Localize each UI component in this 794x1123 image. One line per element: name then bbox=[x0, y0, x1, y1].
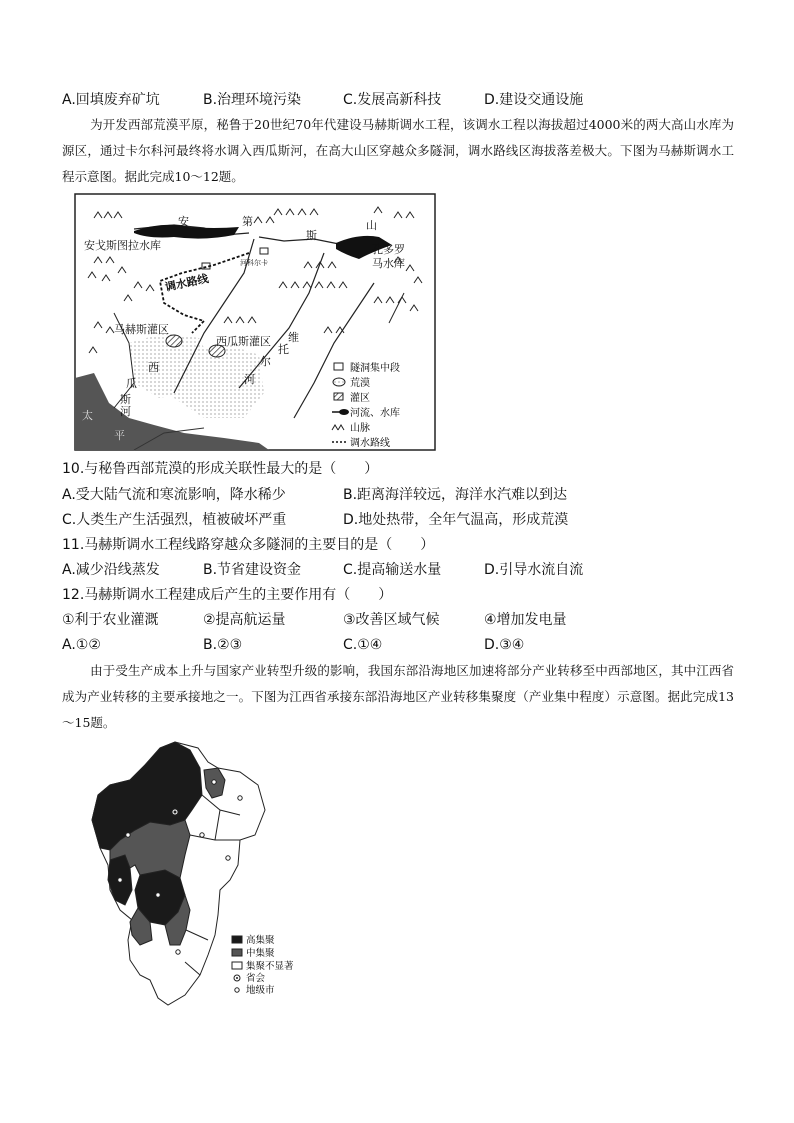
passage-2 bbox=[62, 658, 734, 736]
legend-high: 高集聚 bbox=[246, 935, 275, 946]
label-he-right: 河 bbox=[244, 373, 255, 386]
q11-option-b: B.节省建设资金 bbox=[203, 562, 302, 578]
q11-option-c: C.提高输送水量 bbox=[343, 562, 442, 578]
legend-tunnel: 隧洞集中段 bbox=[350, 363, 400, 374]
label-er: 尔 bbox=[260, 355, 271, 368]
q12-item-1: ①利于农业灌溉 bbox=[62, 612, 159, 628]
label-tuo: 托 bbox=[278, 343, 289, 356]
q9-option-c: C.发展高新科技 bbox=[343, 92, 442, 108]
legend-desert: 荒漠 bbox=[350, 378, 370, 389]
q10-stem: 10.与秘鲁西部荒漠的形成关联性最大的是（ ） bbox=[62, 461, 379, 477]
label-kaerke: 河科尔卡 bbox=[240, 259, 268, 267]
legend-prefecture-city: 地级市 bbox=[246, 985, 275, 996]
legend-irrigation: 灌区 bbox=[350, 393, 370, 404]
label-an: 安 bbox=[178, 215, 189, 228]
q12-option-d: D.③④ bbox=[484, 637, 525, 653]
label-wei: 维 bbox=[288, 331, 299, 344]
q12-option-c: C.①④ bbox=[343, 637, 383, 653]
label-he-left: 河 bbox=[120, 405, 131, 418]
label-gua: 瓜 bbox=[126, 377, 137, 390]
q10-option-a: A.受大陆气流和寒流影响，降水稀少 bbox=[62, 487, 286, 503]
legend-mountain: 山脉 bbox=[350, 423, 370, 434]
q12-option-b: B.②③ bbox=[203, 637, 243, 653]
q12-item-2: ②提高航运量 bbox=[203, 612, 286, 628]
q9-option-a: A.回填废弃矿坑 bbox=[62, 92, 160, 108]
legend-capital: 省会 bbox=[246, 973, 266, 984]
passage-2-text: 由于受生产成本上升与国家产业转型升级的影响，我国东部沿海地区加速将部分产业转移至中西部地区，其中江西省成为产业转移的主要承接地之一。下图为江西省承接东部沿海地区产业转移集聚度（产业集中程度）示意图。据此完成13～15题。 bbox=[62, 663, 734, 730]
label-andes-reservoir: 安戈斯图拉水库 bbox=[84, 239, 161, 252]
label-di: 第 bbox=[242, 215, 253, 228]
q11-option-a: A.减少沿线蒸发 bbox=[62, 562, 160, 578]
q9-option-d: D.建设交通设施 bbox=[484, 92, 584, 108]
q10-option-b: B.距离海洋较远，海洋水汽难以到达 bbox=[343, 487, 568, 503]
q10-option-c: C.人类生产生活强烈，植被破坏严重 bbox=[62, 512, 287, 528]
passage-1-text: 为开发西部荒漠平原，秘鲁于20世纪70年代建设马赫斯调水工程，该调水工程以海拔超过4000米的两大高山水库为源区，通过卡尔科河最终将水调入西瓜斯河，在高大山区穿越众多隧洞，调水路线区海拔落差极大。下图为马赫斯调水工程示意图。据此完成10～12题。 bbox=[62, 117, 734, 184]
label-xi: 西 bbox=[148, 361, 159, 374]
label-route: 调水路线 bbox=[163, 272, 210, 294]
q11-stem: 11.马赫斯调水工程线路穿越众多隧洞的主要目的是（ ） bbox=[62, 537, 435, 553]
jiangxi-agglomeration-map bbox=[90, 740, 312, 1018]
legend-mid: 中集聚 bbox=[246, 948, 275, 959]
map2-legend bbox=[232, 934, 294, 996]
legend-route: 调水路线 bbox=[350, 438, 390, 449]
q10-option-d: D.地处热带，全年气温高，形成荒漠 bbox=[343, 512, 569, 528]
label-si: 斯 bbox=[306, 229, 317, 242]
q12-item-3: ③改善区域气候 bbox=[343, 612, 440, 628]
label-tai: 太 bbox=[82, 409, 93, 422]
q12-item-4: ④增加发电量 bbox=[484, 612, 567, 628]
q12-stem: 12.马赫斯调水工程建成后产生的主要作用有（ ） bbox=[62, 587, 393, 603]
q9-option-b: B.治理环境污染 bbox=[203, 92, 302, 108]
legend-river-reservoir: 河流、水库 bbox=[350, 408, 400, 419]
label-kongduoluo-2: 马水库 bbox=[372, 257, 405, 270]
label-si-left: 斯 bbox=[120, 393, 131, 406]
q12-option-a: A.①② bbox=[62, 637, 101, 653]
passage-1 bbox=[62, 112, 734, 190]
label-mahesi-irrigation: 马赫斯灌区 bbox=[114, 323, 169, 336]
label-ping: 平 bbox=[114, 429, 125, 442]
majes-project-map bbox=[74, 193, 436, 451]
label-shan: 山 bbox=[366, 219, 377, 232]
legend-low: 集聚不显著 bbox=[246, 961, 294, 972]
label-xiguasi-irrigation: 西瓜斯灌区 bbox=[216, 335, 271, 348]
q11-option-d: D.引导水流自流 bbox=[484, 562, 584, 578]
label-kongduoluo-1: 孔多罗 bbox=[372, 243, 405, 256]
